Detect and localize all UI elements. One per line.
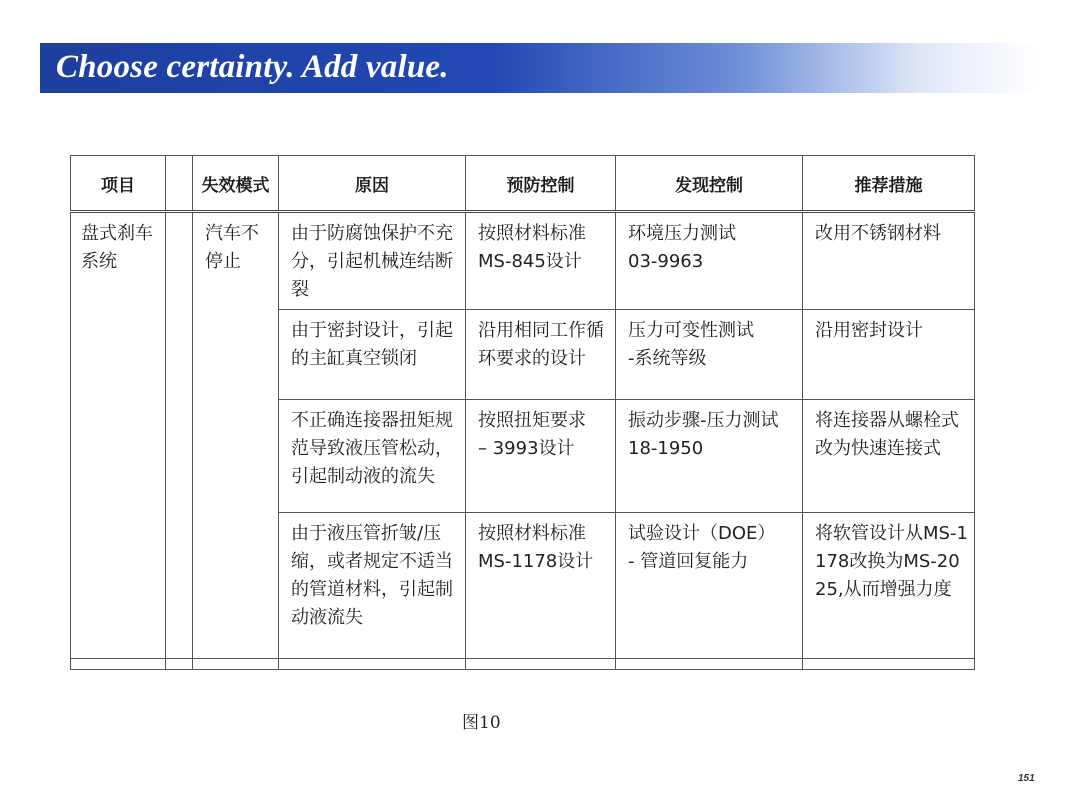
action-cell: 将软管设计从MS-1178改换为MS-2025,从而增强力度 xyxy=(803,513,975,659)
item-cell xyxy=(71,212,166,659)
footer-cell xyxy=(803,658,975,669)
cause-cell: 不正确连接器扭矩规范导致液压管松动，引起制动液的流失 xyxy=(279,399,466,512)
header-detection-control: 发现控制 xyxy=(616,156,803,212)
blank-cell xyxy=(166,212,193,659)
detection-cell: 试验设计（DOE） - 管道回复能力 xyxy=(616,513,803,659)
action-cell: 改用不锈钢材料 xyxy=(803,212,975,309)
footer-cell xyxy=(279,658,466,669)
header-item: 项目 xyxy=(71,156,166,212)
title-banner xyxy=(40,43,1040,93)
detection-cell: 压力可变性测试 -系统等级 xyxy=(616,309,803,399)
prevention-cell: 按照材料标准MS-1178设计 xyxy=(466,513,616,659)
prevention-cell: 按照扭矩要求 – 3993设计 xyxy=(466,399,616,512)
action-cell: 沿用密封设计 xyxy=(803,309,975,399)
detection-cell: 环境压力测试 03-9963 xyxy=(616,212,803,309)
table-row xyxy=(71,212,975,309)
action-cell: 将连接器从螺栓式改为快速连接式 xyxy=(803,399,975,512)
prevention-cell: 沿用相同工作循环要求的设计 xyxy=(466,309,616,399)
cause-cell: 由于密封设计，引起的主缸真空锁闭 xyxy=(279,309,466,399)
prevention-cell: 按照材料标准MS-845设计 xyxy=(466,212,616,309)
cause-cell: 由于液压管折皱/压缩，或者规定不适当的管道材料，引起制动液流失 xyxy=(279,513,466,659)
failure-mode-text: 汽车不停止 xyxy=(205,223,259,273)
header-recommended-action: 推荐措施 xyxy=(803,156,975,212)
banner-title: Choose certainty. Add value. xyxy=(56,49,449,85)
figure-caption: 图10 xyxy=(462,713,501,733)
fmea-table xyxy=(70,155,975,670)
footer-cell xyxy=(193,658,279,669)
footer-cell xyxy=(616,658,803,669)
footer-cell xyxy=(71,658,166,669)
table-footer-row xyxy=(71,658,975,669)
header-failure-mode: 失效模式 xyxy=(193,156,279,212)
failure-mode-cell xyxy=(193,212,279,659)
page-number: 151 xyxy=(1018,773,1035,784)
header-blank xyxy=(166,156,193,212)
footer-cell xyxy=(166,658,193,669)
item-text: 盘式刹车系统 xyxy=(81,223,153,273)
cause-cell: 由于防腐蚀保护不充分，引起机械连结断裂 xyxy=(279,212,466,309)
header-prevention-control: 预防控制 xyxy=(466,156,616,212)
detection-cell: 振动步骤-压力测试18-1950 xyxy=(616,399,803,512)
footer-cell xyxy=(466,658,616,669)
header-cause: 原因 xyxy=(279,156,466,212)
header-row xyxy=(71,156,975,212)
